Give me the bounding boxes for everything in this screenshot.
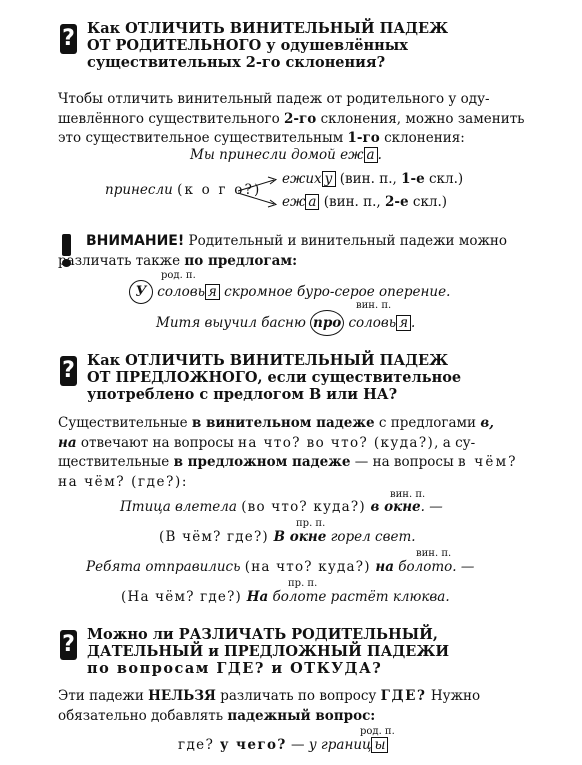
example-text: . — [420,499,443,515]
period: . [411,315,416,331]
section1-heading-line1: Как ОТЛИЧИТЬ ВИНИТЕЛЬНЫЙ ПАДЕЖ [87,20,449,37]
text: отвечают на вопросы [76,434,238,451]
section3-heading-line2: ДАТЕЛЬНЫЙ и ПРЕДЛОЖНЫЙ ПАДЕЖИ [87,643,450,660]
text: Родительный и винительный падежи можно [184,233,508,249]
questions-spaced: (В чём? где?) [159,529,269,545]
text-bold: в предложном падеже [173,454,351,470]
word-stem: соловь [157,284,205,300]
question-mark-icon: ? [60,24,77,54]
word-stem: ежих [282,171,322,187]
ending-box: у [322,171,336,187]
section2-heading-line1: Как ОТЛИЧИТЬ ВИНИТЕЛЬНЫЙ ПАДЕЖ [87,352,449,369]
word-stem: у границ [308,737,372,753]
dash: — [286,737,309,753]
diagram-branch-2 [282,193,447,211]
section2-line3 [58,453,528,473]
question-spaced: где? [178,737,220,753]
line [58,252,528,272]
example-text: Мы принесли домой [190,147,341,163]
upper-arrow-line [238,180,274,191]
period: . [377,147,382,163]
section1-heading-line2: ОТ РОДИТЕЛЬНОГО у одушевлённых [87,37,408,54]
preposition-circle: У [129,280,153,304]
section1-heading-line3: существительных 2-го склонения? [87,54,386,71]
section1-example [190,146,382,164]
questions-spaced: на чём? (где?): [58,473,188,490]
ending-box: ы [371,737,388,753]
ending-box: а [364,147,378,163]
example-text: болоте растёт клюква. [268,589,450,605]
text: Эти падежи [58,688,149,704]
section2-example-2 [159,528,416,546]
text: склонения, можно заменить [316,110,525,127]
section3-heading-line3: по вопросам ГДЕ? и ОТКУДА? [87,660,383,677]
example-text: скромное буро-серое оперение. [219,284,451,300]
questions-spaced: (На чём? где?) [121,589,243,605]
attention-line1 [86,232,556,252]
noun-phrase: в окне [365,499,421,515]
text: различать по вопросу [215,688,381,704]
diagram-verb: принесли [105,182,173,198]
ending-box: а [305,194,319,210]
word-stem: соловь [348,315,397,331]
questions-spaced: (во что? куда?) [241,499,366,515]
case-note: скл.) [408,194,448,210]
questions-spaced: на что? во что? (куда?) [238,434,435,451]
attention-example-1 [129,280,450,304]
attention-example-2 [156,310,415,336]
case-label: пр. п. [296,518,326,529]
questions-spaced: (на что? куда?) [244,559,371,575]
case-label: пр. п. [288,578,318,589]
example-text: горел свет. [326,529,416,545]
question-bold: у чего? [219,737,287,753]
diagram-branch-1 [282,170,463,188]
questions-spaced: в чём? [458,454,518,470]
case-note: (вин. п., [335,171,402,187]
diagram-question: (к о г о?) [177,182,262,198]
section3-heading-line1: Можно ли РАЗЛИЧАТЬ РОДИТЕЛЬНЫЙ, [87,626,438,643]
case-note: (вин. п., [319,194,386,210]
section2-line1 [58,414,528,434]
example-text: болото. — [393,559,475,575]
text-bold: по предлогам: [184,253,298,269]
text: ществительные [58,454,174,470]
declension-number: 2-е [385,194,409,210]
text: различать также [58,253,185,269]
text: шевлённого существительного [58,110,284,127]
example-text: Птица влетела [120,499,242,515]
section2-example-3 [86,558,474,576]
question-word: ГДЕ? [380,688,427,704]
section2-line2 [58,434,528,454]
attention-text [86,232,556,252]
case-label: род. п. [360,726,395,737]
preposition: в, [480,415,494,431]
section2-heading-line2: ОТ ПРЕДЛОЖНОГО, если существительное [87,369,462,386]
section1-heading [87,20,448,71]
text: , а су- [434,434,476,451]
text: — на вопросы [350,454,458,470]
section3-paragraph [58,687,528,726]
text: Существительные [58,415,192,431]
preposition-circle: про [310,310,344,336]
section2-paragraph [58,414,528,492]
word-stem: еж [282,194,306,210]
question-mark-icon: ? [60,630,77,660]
preposition: на [370,559,394,575]
text-bold: 2-го [284,110,317,127]
text-bold: НЕЛЬЗЯ [148,688,216,704]
lower-arrow-line [238,193,274,204]
section3-line1 [58,687,528,707]
section2-example-1 [120,498,443,516]
question-mark-icon: ? [60,356,77,386]
preposition: на [58,434,77,451]
noun-phrase: В окне [268,529,327,545]
case-label: вин. п. [356,300,392,311]
text: с предлогами [374,415,481,431]
declension-number: 1-е [401,171,425,187]
section2-heading [87,352,461,403]
text-bold: в винительном падеже [191,415,375,431]
preposition: На [242,589,269,605]
text-bold: 1-го [347,130,380,146]
section1-paragraph-line1: Чтобы отличить винительный падеж от родительного у оду- [58,91,490,107]
section2-line4 [58,473,528,493]
case-label: род. п. [161,270,196,281]
word-stem: еж [340,147,364,163]
case-label: вин. п. [390,489,426,500]
text: это существительное существительным [58,130,348,146]
example-text: Митя выучил басню [156,315,311,331]
attention-line2 [58,252,528,272]
example-text: Ребята отправились [86,559,245,575]
section3-heading [87,626,449,677]
section2-heading-line3: употреблено с предлогом В или НА? [87,386,398,403]
section3-example [178,736,388,754]
text: Нужно [426,688,481,704]
section3-line2 [58,707,528,727]
section2-example-4 [121,588,450,606]
text-bold: падежный вопрос: [227,707,376,724]
ending-box: я [396,315,411,331]
text: обязательно добавлять [58,707,228,724]
case-note: скл.) [424,171,464,187]
text: склонения: [379,130,465,146]
section1-paragraph [58,90,528,149]
branch-arrows [236,174,280,210]
section1-paragraph-line2 [58,110,528,130]
ending-box: я [205,284,220,300]
attention-title: ВНИМАНИЕ! [86,233,185,249]
case-label: вин. п. [416,548,452,559]
